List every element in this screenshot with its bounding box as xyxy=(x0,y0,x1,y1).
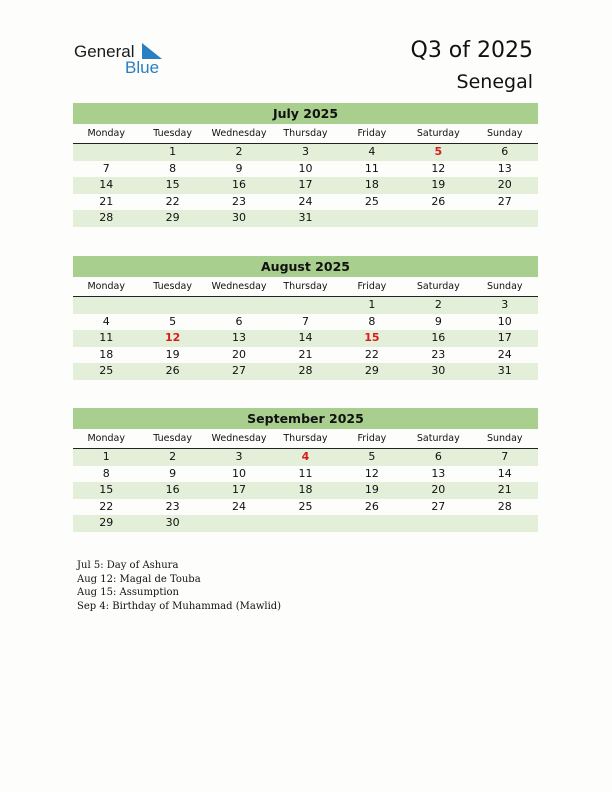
day-cell: 24 xyxy=(298,194,313,208)
day-cell: 20 xyxy=(232,347,247,361)
holiday-notes xyxy=(77,559,281,613)
month-title: July 2025 xyxy=(73,103,538,124)
day-cell: 8 xyxy=(102,466,110,480)
logo-text-blue: Blue xyxy=(125,58,160,77)
week-rows xyxy=(73,144,538,227)
day-cell: 16 xyxy=(431,331,446,344)
day-cell: 18 xyxy=(298,483,313,496)
empty-day-cell xyxy=(206,515,272,532)
day-cell: 15 xyxy=(165,178,180,191)
weekday-label: Monday xyxy=(87,128,125,139)
day-cell: 15 xyxy=(364,331,380,344)
month-calendar-august xyxy=(73,256,538,380)
day-cell: 17 xyxy=(232,483,247,496)
empty-day-cell xyxy=(139,297,205,314)
weekday-label: Saturday xyxy=(416,281,460,292)
day-cell: 13 xyxy=(497,161,512,175)
day-cell: 7 xyxy=(301,314,309,328)
day-cell: 28 xyxy=(99,211,114,224)
month-calendar-july xyxy=(73,103,538,227)
holiday-note: Aug 12: Magal de Touba xyxy=(77,573,201,585)
day-cell: 30 xyxy=(232,211,247,224)
day-cell: 28 xyxy=(497,499,512,513)
day-cell: 25 xyxy=(298,499,313,513)
day-cell: 5 xyxy=(169,314,177,328)
week-row xyxy=(73,482,538,499)
week-rows xyxy=(73,449,538,532)
holiday-note: Sep 4: Birthday of Muhammad (Mawlid) xyxy=(77,600,282,612)
day-cell: 12 xyxy=(164,331,181,344)
day-cell: 21 xyxy=(298,347,313,361)
day-cell: 23 xyxy=(232,194,247,208)
weekday-label: Monday xyxy=(87,281,125,292)
week-rows xyxy=(73,297,538,380)
day-cell: 11 xyxy=(298,466,313,480)
day-cell: 14 xyxy=(298,331,313,344)
country-name: Senegal xyxy=(456,71,533,93)
weekday-label: Friday xyxy=(357,433,387,444)
day-cell: 25 xyxy=(364,194,379,208)
day-cell: 23 xyxy=(431,347,446,361)
weekday-label: Sunday xyxy=(486,128,523,139)
day-cell: 9 xyxy=(235,161,243,175)
day-cell: 24 xyxy=(232,499,247,513)
empty-day-cell xyxy=(405,515,471,532)
day-cell: 26 xyxy=(165,364,180,377)
day-cell: 26 xyxy=(364,499,379,513)
weekday-label: Friday xyxy=(357,281,387,292)
weekday-header-row xyxy=(73,126,538,144)
day-cell: 13 xyxy=(232,331,247,344)
day-cell: 15 xyxy=(99,483,114,496)
week-row xyxy=(73,177,538,194)
weekday-label: Saturday xyxy=(416,433,460,444)
week-row xyxy=(73,144,538,161)
empty-day-cell xyxy=(272,297,338,314)
day-cell: 6 xyxy=(434,450,442,463)
day-cell: 19 xyxy=(165,347,180,361)
day-cell: 12 xyxy=(364,466,379,480)
day-cell: 3 xyxy=(301,145,309,158)
day-cell: 29 xyxy=(165,211,180,224)
weekday-label: Thursday xyxy=(283,128,328,139)
weekday-label: Wednesday xyxy=(211,433,267,444)
week-row xyxy=(73,363,538,380)
empty-day-cell xyxy=(73,297,139,314)
day-cell: 11 xyxy=(364,161,379,175)
day-cell: 2 xyxy=(235,145,243,158)
day-cell: 14 xyxy=(99,178,114,191)
empty-day-cell xyxy=(472,210,538,227)
day-cell: 17 xyxy=(497,331,512,344)
day-cell: 1 xyxy=(169,145,177,158)
week-row xyxy=(73,314,538,331)
logo-triangle-icon xyxy=(142,43,164,59)
day-cell: 27 xyxy=(232,364,247,377)
day-cell: 5 xyxy=(368,450,376,463)
day-cell: 18 xyxy=(99,347,114,361)
day-cell: 20 xyxy=(497,178,512,191)
day-cell: 2 xyxy=(169,450,177,463)
week-row xyxy=(73,515,538,532)
day-cell: 20 xyxy=(431,483,446,496)
day-cell: 13 xyxy=(431,466,446,480)
weekday-label: Tuesday xyxy=(153,433,192,444)
generalblue-logo xyxy=(74,42,174,78)
day-cell: 22 xyxy=(99,499,114,513)
day-cell: 10 xyxy=(298,161,313,175)
day-cell: 31 xyxy=(497,364,512,377)
page-title: Q3 of 2025 xyxy=(410,38,533,63)
week-row xyxy=(73,330,538,347)
week-row xyxy=(73,466,538,483)
empty-day-cell xyxy=(405,210,471,227)
day-cell: 9 xyxy=(169,466,177,480)
day-cell: 3 xyxy=(501,298,509,311)
day-cell: 5 xyxy=(434,145,443,158)
day-cell: 4 xyxy=(368,145,376,158)
weekday-label: Saturday xyxy=(416,128,460,139)
day-cell: 26 xyxy=(431,194,446,208)
empty-day-cell xyxy=(73,144,139,161)
day-cell: 28 xyxy=(298,364,313,377)
day-cell: 16 xyxy=(165,483,180,496)
week-row xyxy=(73,194,538,211)
day-cell: 11 xyxy=(99,331,114,344)
day-cell: 7 xyxy=(102,161,110,175)
weekday-label: Thursday xyxy=(283,433,328,444)
day-cell: 14 xyxy=(497,466,512,480)
weekday-label: Tuesday xyxy=(153,128,192,139)
day-cell: 21 xyxy=(497,483,512,496)
day-cell: 29 xyxy=(99,516,114,529)
day-cell: 21 xyxy=(99,194,114,208)
weekday-label: Wednesday xyxy=(211,128,267,139)
weekday-label: Thursday xyxy=(283,281,328,292)
day-cell: 27 xyxy=(431,499,446,513)
day-cell: 23 xyxy=(165,499,180,513)
day-cell: 17 xyxy=(298,178,313,191)
holiday-note: Jul 5: Day of Ashura xyxy=(77,560,179,571)
weekday-label: Sunday xyxy=(486,281,523,292)
weekday-label: Monday xyxy=(87,433,125,444)
empty-day-cell xyxy=(472,515,538,532)
day-cell: 31 xyxy=(298,211,313,224)
day-cell: 8 xyxy=(169,161,177,175)
week-row xyxy=(73,347,538,364)
weekday-label: Sunday xyxy=(486,433,523,444)
empty-day-cell xyxy=(206,297,272,314)
week-row xyxy=(73,210,538,227)
day-cell: 2 xyxy=(434,298,442,311)
day-cell: 29 xyxy=(364,364,379,377)
day-cell: 1 xyxy=(102,450,110,463)
week-row xyxy=(73,161,538,178)
day-cell: 6 xyxy=(501,145,509,158)
day-cell: 8 xyxy=(368,314,376,328)
day-cell: 12 xyxy=(431,161,446,175)
weekday-header-row xyxy=(73,431,538,449)
month-title: September 2025 xyxy=(73,408,538,429)
day-cell: 25 xyxy=(99,364,114,377)
day-cell: 19 xyxy=(364,483,379,496)
day-cell: 9 xyxy=(434,314,442,328)
day-cell: 10 xyxy=(232,466,247,480)
weekday-label: Tuesday xyxy=(153,281,192,292)
day-cell: 16 xyxy=(232,178,247,191)
day-cell: 3 xyxy=(235,450,243,463)
weekday-label: Wednesday xyxy=(211,281,267,292)
logo-text-general: General xyxy=(74,42,135,61)
day-cell: 30 xyxy=(165,516,180,529)
day-cell: 4 xyxy=(301,450,310,463)
day-cell: 30 xyxy=(431,364,446,377)
day-cell: 24 xyxy=(497,347,512,361)
day-cell: 10 xyxy=(497,314,512,328)
empty-day-cell xyxy=(272,515,338,532)
day-cell: 27 xyxy=(497,194,512,208)
day-cell: 22 xyxy=(165,194,180,208)
empty-day-cell xyxy=(339,515,405,532)
day-cell: 4 xyxy=(102,314,110,328)
month-title: August 2025 xyxy=(73,256,538,277)
weekday-label: Friday xyxy=(357,128,387,139)
day-cell: 19 xyxy=(431,178,446,191)
weekday-header-row xyxy=(73,279,538,297)
day-cell: 1 xyxy=(368,298,376,311)
day-cell: 22 xyxy=(364,347,379,361)
week-row xyxy=(73,449,538,466)
day-cell: 7 xyxy=(501,450,509,463)
holiday-note: Aug 15: Assumption xyxy=(77,587,180,598)
day-cell: 6 xyxy=(235,314,243,328)
week-row xyxy=(73,297,538,314)
week-row xyxy=(73,499,538,516)
month-calendar-september xyxy=(73,408,538,532)
day-cell: 18 xyxy=(364,178,379,191)
empty-day-cell xyxy=(339,210,405,227)
